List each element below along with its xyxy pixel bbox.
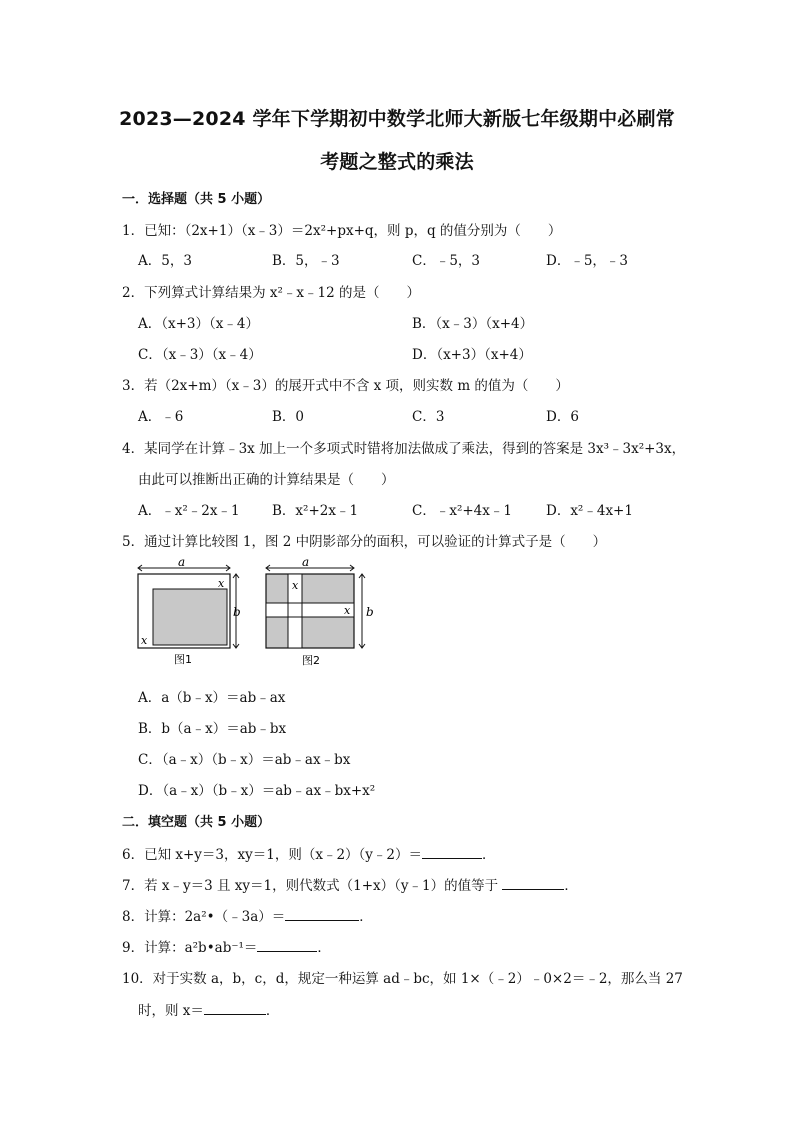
figure-2-horizontal-strip	[266, 603, 354, 617]
question-3-option-a: A．﹣6	[138, 409, 184, 425]
question-6	[122, 843, 496, 863]
question-7	[122, 874, 578, 894]
figure-1-label-x-top: x	[218, 577, 225, 590]
question-1-option-d: D．﹣5，﹣3	[546, 253, 629, 269]
question-8-answer-blank[interactable]	[285, 907, 359, 921]
figure-1-label-a: a	[178, 556, 186, 569]
figure-2-label-x-top: x	[292, 579, 299, 592]
figure-1-caption: 图1	[174, 653, 192, 666]
question-1-option-c: C．﹣5，3	[412, 253, 481, 269]
question-4-option-b: B．x²+2x﹣1	[272, 503, 359, 519]
question-8-end: ．	[359, 909, 373, 925]
question-3: 3．若（2x+m）（x﹣3）的展开式中不含 x 项，则实数 m 的值为（ ）	[122, 378, 569, 394]
question-6-text: 6．已知 x+y＝3，xy＝1，则（x﹣2）（y﹣2）＝	[122, 847, 423, 863]
figure-2	[260, 556, 380, 668]
figure-1	[132, 556, 248, 668]
question-5-option-a: A．a（b﹣x）＝ab﹣ax	[138, 690, 286, 706]
question-2-option-b: B．（x﹣3）（x+4）	[412, 316, 534, 332]
question-3-option-c: C．3	[412, 409, 445, 425]
question-4-option-d: D．x²﹣4x+1	[546, 503, 633, 519]
question-2-option-d: D．（x+3）（x+4）	[412, 347, 532, 363]
question-6-end: ．	[482, 847, 496, 863]
question-2-option-a: A．（x+3）（x﹣4）	[138, 316, 259, 332]
question-8-text: 8．计算：2a²•（﹣3a）＝	[122, 909, 286, 925]
question-1-option-a: A．5，3	[138, 253, 192, 269]
question-4-line1: 4．某同学在计算﹣3x 加上一个多项式时错将加法做成了乘法，得到的答案是 3x³﹣3x²+3x，	[122, 441, 686, 457]
section-heading-choice: 一．选择题（共 5 小题）	[122, 192, 271, 207]
question-5-option-b: B．b（a﹣x）＝ab﹣bx	[138, 721, 287, 737]
question-2-option-c: C．（x﹣3）（x﹣4）	[138, 347, 262, 363]
question-10-line2	[138, 999, 279, 1019]
question-1: 1．已知：（2x+1）（x﹣3）＝2x²+px+q，则 p，q 的值分别为（ ）	[122, 223, 562, 239]
figure-2-label-x-right: x	[344, 604, 351, 617]
question-9-text: 9．计算：a²b•ab⁻¹＝	[122, 940, 258, 956]
question-7-text: 7．若 x﹣y＝3 且 xy＝1，则代数式（1+x）（y﹣1）的值等于	[122, 878, 503, 894]
section-heading-fill: 二．填空题（共 5 小题）	[122, 815, 271, 830]
document-title-line1: 2023—2024 学年下学期初中数学北师大新版七年级期中必刷常	[119, 108, 675, 130]
question-1-option-b: B．5，﹣3	[272, 253, 340, 269]
figure-2-label-b: b	[366, 605, 374, 619]
figure-1-shaded-area	[153, 589, 227, 645]
question-10-answer-blank[interactable]	[204, 1001, 266, 1015]
question-3-option-d: D．6	[546, 409, 579, 425]
figure-2-label-a: a	[302, 556, 310, 569]
question-4-option-c: C．﹣x²+4x﹣1	[412, 503, 512, 519]
question-8	[122, 905, 373, 925]
question-4-line2: 由此可以推断出正确的计算结果是（ ）	[138, 472, 395, 488]
question-9-answer-blank[interactable]	[257, 938, 317, 952]
question-9-end: ．	[317, 940, 331, 956]
document-title-line2: 考题之整式的乘法	[320, 151, 474, 173]
figure-1-label-b: b	[233, 605, 241, 619]
question-10-end: ．	[265, 1003, 280, 1019]
figure-2-caption: 图2	[302, 654, 320, 667]
question-9	[122, 936, 331, 956]
figure-1-label-x-left: x	[141, 634, 148, 647]
question-3-option-b: B．0	[272, 409, 305, 425]
question-5: 5．通过计算比较图 1，图 2 中阴影部分的面积，可以验证的计算式子是（ ）	[122, 534, 607, 550]
question-7-answer-blank[interactable]	[502, 876, 564, 890]
question-5-option-c: C．（a﹣x）（b﹣x）＝ab﹣ax﹣bx	[138, 752, 351, 768]
question-6-answer-blank[interactable]	[422, 845, 482, 859]
question-5-option-d: D．（a﹣x）（b﹣x）＝ab﹣ax﹣bx+x²	[138, 783, 376, 799]
question-10-line1: 10．对于实数 a，b，c，d，规定一种运算 ad﹣bc，如 1×（﹣2）﹣0×2＝﹣2，那么当 27	[122, 971, 683, 987]
question-2: 2．下列算式计算结果为 x²﹣x﹣12 的是（ ）	[122, 285, 420, 301]
question-7-end: ．	[564, 878, 578, 894]
question-4-option-a: A．﹣x²﹣2x﹣1	[138, 503, 240, 519]
question-10-text: 时，则 x＝	[138, 1003, 204, 1019]
